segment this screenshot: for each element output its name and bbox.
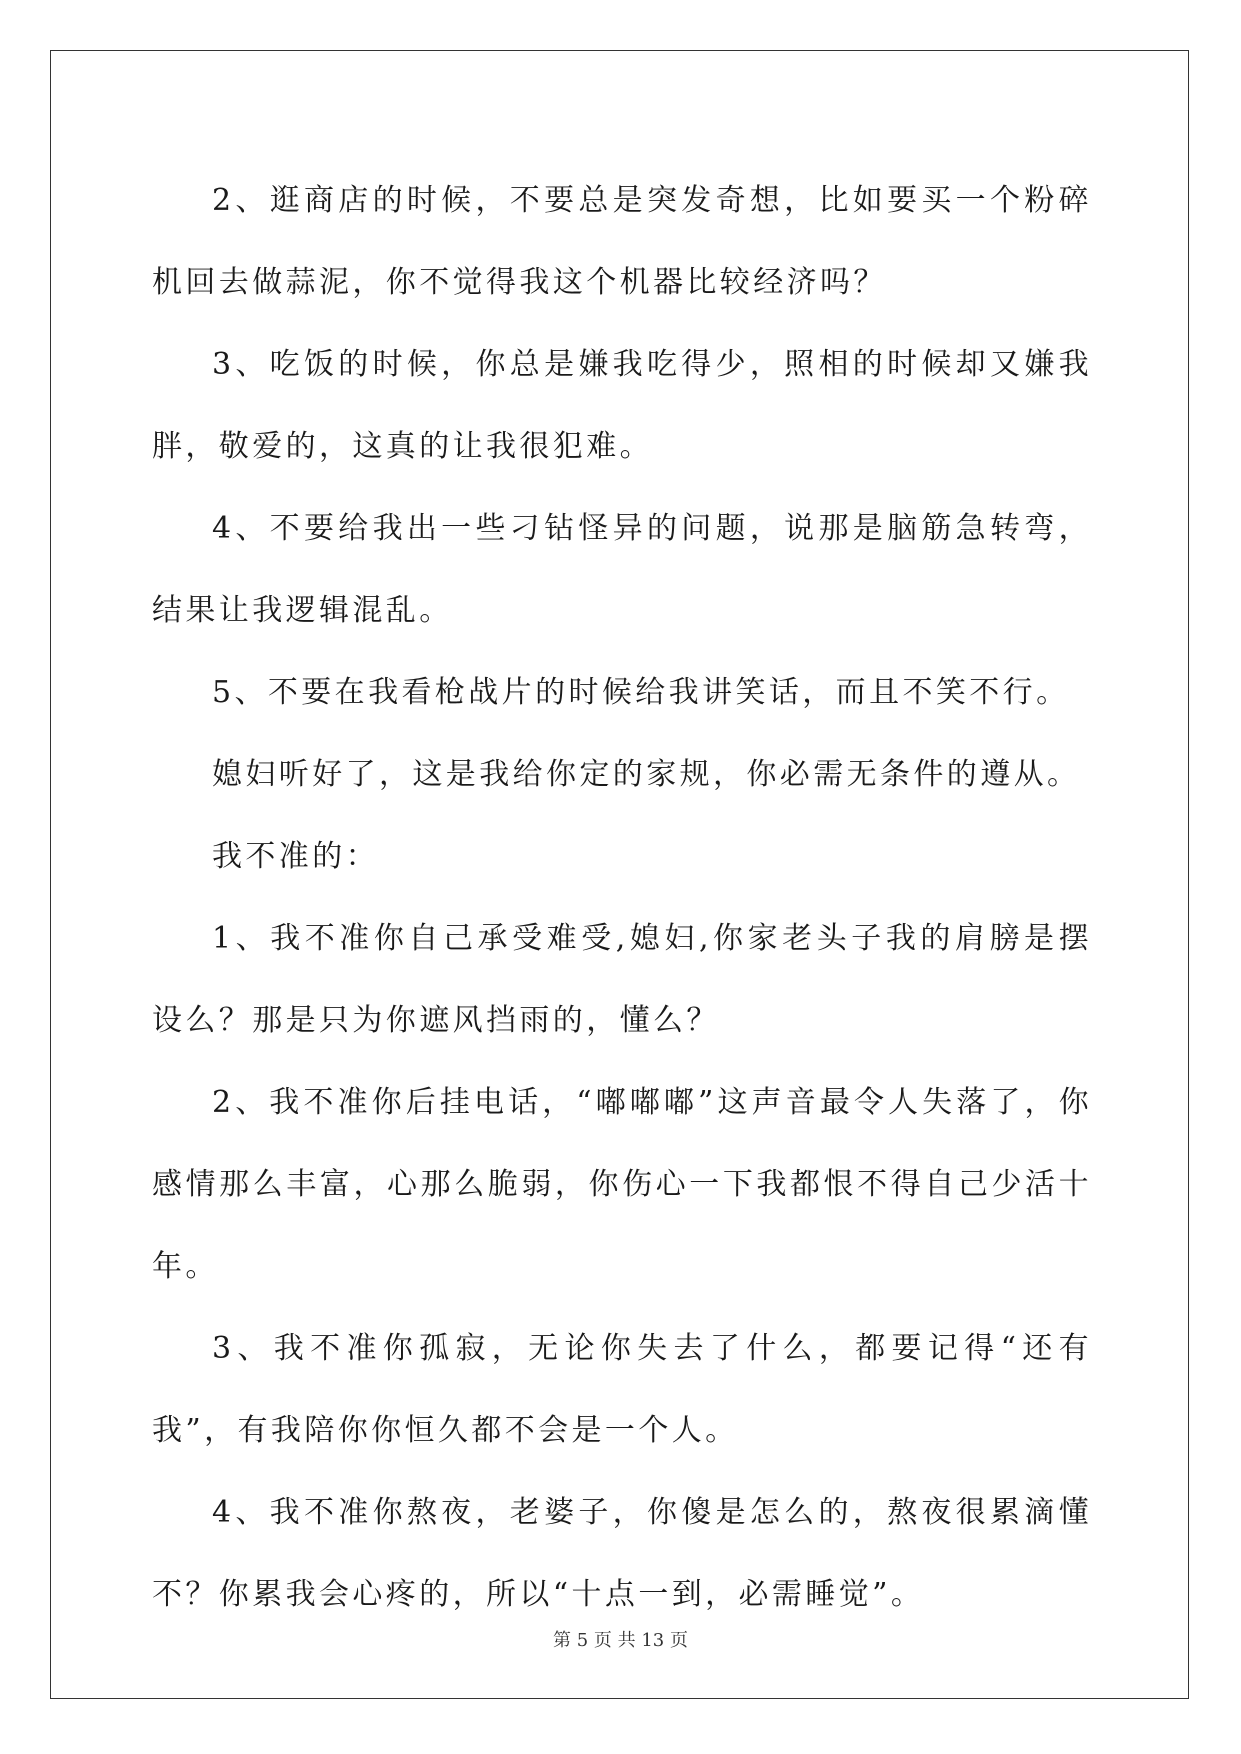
section-heading-not-allowed: 我不准的：: [212, 839, 379, 874]
paragraph-item-4: 4、不要给我出一些刁钻怪异的问题，说那是脑筋急转弯，结果让我逻辑混乱。: [152, 511, 1092, 628]
paragraph-rule-1: 1、我不准你自己承受难受,媳妇,你家老头子我的肩膀是摆设么？那是只为你遮风挡雨的，懂么？: [152, 921, 1092, 1038]
paragraph-house-rules: 媳妇听好了，这是我给你定的家规，你必需无条件的遵从。: [212, 757, 1081, 792]
page-number-footer: 第 5 页 共 13 页: [553, 1630, 688, 1651]
paragraph-item-2: 2、逛商店的时候，不要总是突发奇想，比如要买一个粉碎机回去做蒜泥，你不觉得我这个机器比较经济吗？: [152, 183, 1092, 300]
document-body: [152, 160, 1092, 1636]
paragraph-rule-4: 4、我不准你熬夜，老婆子，你傻是怎么的，熬夜很累滴懂不？你累我会心疼的，所以“十点一到，必需睡觉”。: [152, 1495, 1092, 1612]
paragraph-item-5: 5、不要在我看枪战片的时候给我讲笑话，而且不笑不行。: [212, 675, 1070, 710]
paragraph-rule-3: 3、我不准你孤寂，无论你失去了什么，都要记得“还有我”，有我陪你你恒久都不会是一个人。: [152, 1331, 1092, 1448]
paragraph-item-3: 3、吃饭的时候，你总是嫌我吃得少，照相的时候却又嫌我胖，敬爱的，这真的让我很犯难。: [152, 347, 1092, 464]
paragraph-rule-2: 2、我不准你后挂电话，“嘟嘟嘟”这声音最令人失落了，你感情那么丰富，心那么脆弱，你伤心一下我都恨不得自己少活十年。: [152, 1085, 1092, 1284]
